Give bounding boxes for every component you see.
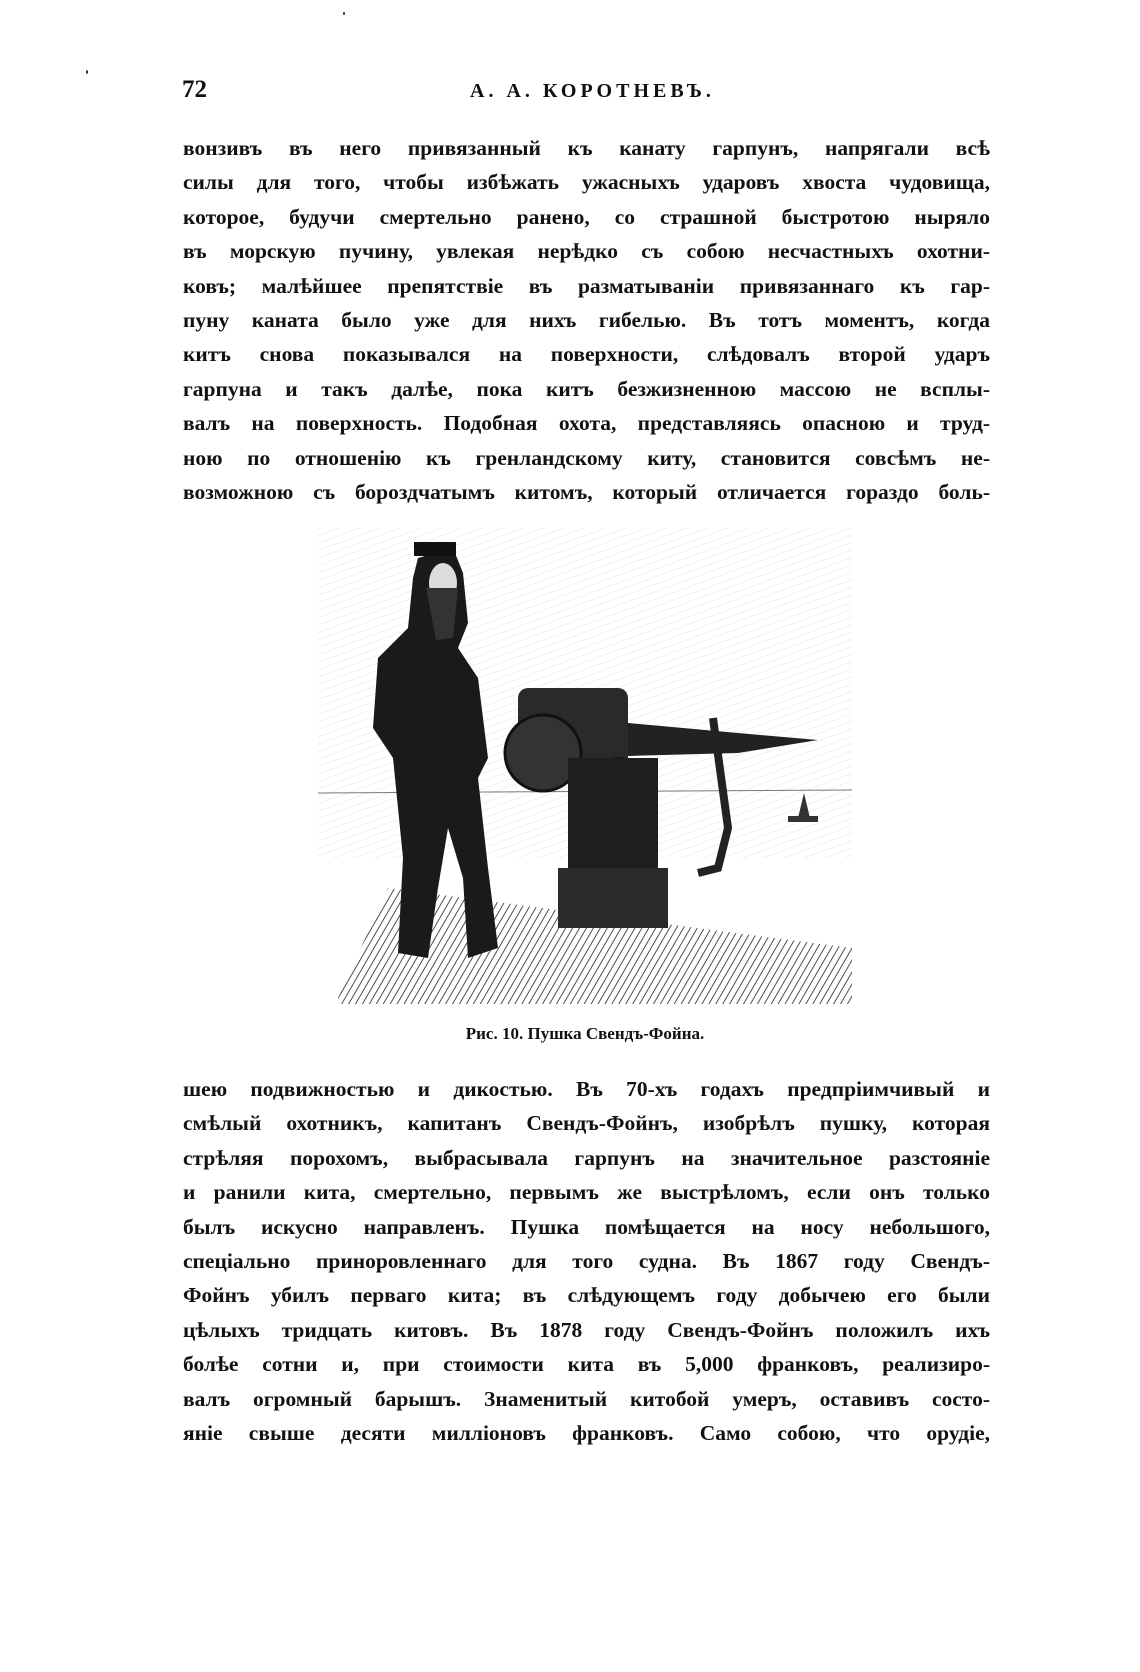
paragraph-bottom <box>183 1072 990 1450</box>
text-line: ковъ; малѣйшее препятствіе въ разматываніи привязаннаго къ гар- <box>183 273 990 298</box>
text-line: гарпуна и такъ далѣе, пока китъ безжизненною массою не всплы- <box>183 376 990 401</box>
text-line: цѣлыхъ тридцать китовъ. Въ 1878 году Свендъ-Фойнъ положилъ ихъ <box>183 1317 990 1342</box>
text-line: валъ на поверхность. Подобная охота, представляясь опасною и труд- <box>183 411 990 436</box>
text-line: спеціально приноровленнаго для того судна. Въ 1867 году Свендъ- <box>183 1248 990 1273</box>
page-number: 72 <box>182 76 207 103</box>
text-line: смѣлый охотникъ, капитанъ Свендъ-Фойнъ, изобрѣлъ пушку, которая <box>183 1111 990 1136</box>
text-line: болѣе сотни и, при стоимости кита въ 5,000 франковъ, реализиро- <box>183 1352 990 1377</box>
illustration-harpoon-cannon <box>318 528 852 1004</box>
paragraph-top <box>183 131 990 509</box>
text-line: вонзивъ въ него привязанный къ канату гарпунъ, напрягали всѣ <box>183 136 990 160</box>
text-line: китъ снова показывался на поверхности, слѣдовалъ второй ударъ <box>183 342 990 367</box>
text-line: которое, будучи смертельно ранено, со страшной быстротою ныряло <box>183 204 990 229</box>
text-line: силы для того, чтобы избѣжать ужасныхъ ударовъ хвоста чудовища, <box>183 170 990 195</box>
text-line: пуну каната было уже для нихъ гибелью. Въ тотъ моментъ, когда <box>183 307 990 332</box>
text-line: Фойнъ убилъ перваго кита; въ слѣдующемъ году добычею его были <box>183 1283 990 1308</box>
text-line: въ морскую пучину, увлекая нерѣдко съ собою несчастныхъ охотни- <box>183 239 990 264</box>
text-line: шею подвижностью и дикостью. Въ 70-хъ годахъ предпріимчивый и <box>183 1077 990 1101</box>
scan-speck <box>343 12 345 15</box>
figure-caption: Рис. 10. Пушка Свендъ-Фойна. <box>465 1024 705 1043</box>
text-line: возможною съ бороздчатымъ китомъ, который отличается гораздо боль- <box>183 479 990 504</box>
text-line: стрѣляя порохомъ, выбрасывала гарпунъ на значительное разстояніе <box>183 1145 990 1170</box>
text-line: и ранили кита, смертельно, первымъ же выстрѣломъ, если онъ только <box>183 1180 990 1205</box>
text-line: былъ искусно направленъ. Пушка помѣщается на носу небольшого, <box>183 1214 990 1239</box>
text-line: ною по отношенію къ гренландскому киту, становится совсѣмъ не- <box>183 445 990 470</box>
scan-speck <box>86 70 88 74</box>
text-line: валъ огромный барышъ. Знаменитый китобой умеръ, оставивъ состо- <box>183 1386 990 1411</box>
running-title: А. А. КОРОТНЕВЪ. <box>470 80 715 102</box>
text-line: яніе свыше десяти милліоновъ франковъ. Само собою, что орудіе, <box>183 1420 990 1445</box>
